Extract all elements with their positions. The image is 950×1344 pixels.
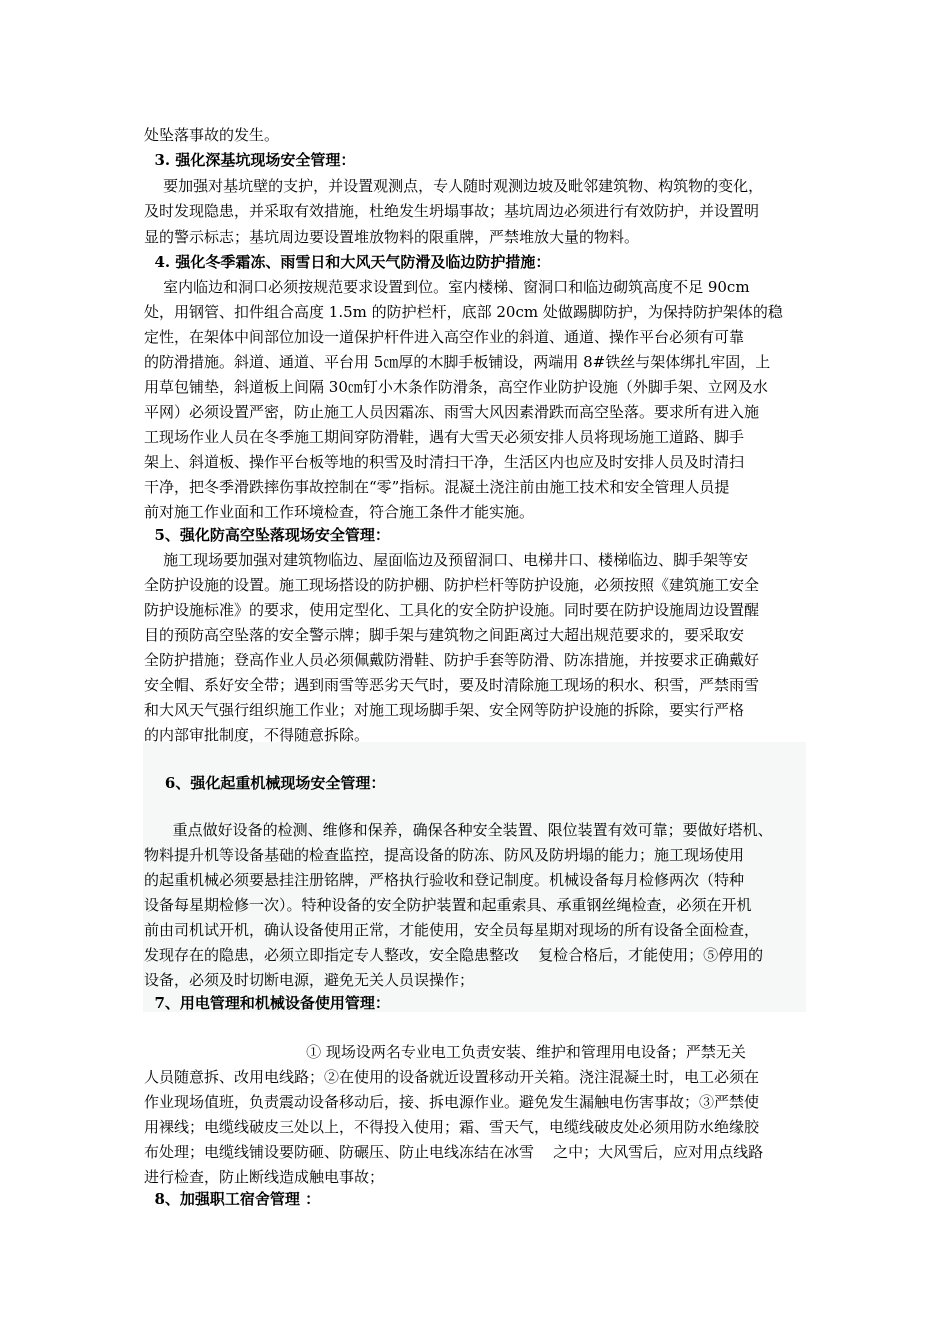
text-line: 及时发现隐患，并采取有效措施，杜绝发生坍塌事故；基坑周边必须进行有效防护，并设置明 — [144, 202, 760, 220]
text-line: 处坠落事故的发生。 — [144, 126, 280, 144]
text-line: 前由司机试开机，确认设备使用正常，才能使用，安全员每星期对现场的所有设备全面检查， — [144, 921, 760, 939]
text-line: 设备，必须及时切断电源，避免无关人员误操作； — [144, 971, 475, 989]
text-line: 干净，把冬季滑跌摔伤事故控制在“零”指标。混凝土浇注前由施工技术和安全管理人员提 — [144, 478, 730, 496]
text-line: 显的警示标志；基坑周边要设置堆放物料的限重牌，严禁堆放大量的物料。 — [144, 228, 640, 246]
text-line: 重点做好设备的检测、维修和保养，确保各种安全装置、限位装置有效可靠；要做好塔机、 — [144, 821, 773, 839]
text-line: 定性，在架体中间部位加设一道保护杆件进入高空作业的斜道、通道、操作平台必须有可靠 — [144, 328, 745, 346]
text-line: 设备每星期检修一次）。特种设备的安全防护装置和起重索具、承重钢丝绳检查，必须在开机 — [144, 896, 752, 914]
text-line: 的防滑措施。斜道、通道、平台用 5㎝厚的木脚手板铺设，两端用 8#铁丝与架体绑扎牢固，上 — [144, 353, 771, 371]
section-heading: 3. 强化深基坑现场安全管理： — [144, 151, 356, 169]
text-line: 架上、斜道板、操作平台板等地的积雪及时清扫干净，生活区内也应及时安排人员及时清扫 — [144, 453, 745, 471]
text-line: 全防护设施的设置。施工现场搭设的防护棚、防护栏杆等防护设施，必须按照《建筑施工安全 — [144, 576, 760, 594]
section-heading: 6、强化起重机械现场安全管理： — [144, 774, 386, 792]
text-line: 用草包铺垫，斜道板上间隔 30㎝钉小木条作防滑条，高空作业防护设施（外脚手架、立网及水 — [144, 378, 768, 396]
text-line: 的起重机械必须要悬挂注册铭牌，严格执行验收和登记制度。机械设备每月检修两次（特种 — [144, 871, 745, 889]
text-line: 目的预防高空坠落的安全警示牌；脚手架与建筑物之间距离过大超出规范要求的，要采取安 — [144, 626, 745, 644]
text-line: 防护设施标准》的要求，使用定型化、工具化的安全防护设施。同时要在防护设施周边设置醒 — [144, 601, 760, 619]
section-heading: 4. 强化冬季霜冻、雨雪日和大风天气防滑及临边防护措施： — [144, 253, 551, 271]
text-line: 工现场作业人员在冬季施工期间穿防滑鞋，遇有大雪天必须安排人员将现场施工道路、脚手 — [144, 428, 745, 446]
text-line: 室内临边和洞口必须按规范要求设置到位。室内楼梯、窗洞口和临边砌筑高度不足 90cm — [144, 278, 750, 296]
text-line: 处，用钢管、扣件组合高度 1.5m 的防护栏杆，底部 20cm 处做踢脚防护，为保持防护架体的稳 — [144, 303, 783, 321]
text-line: 全防护措施；登高作业人员必须佩戴防滑鞋、防护手套等防滑、防冻措施，并按要求正确戴好 — [144, 651, 760, 669]
text-line: 平网）必须设置严密，防止施工人员因霜冻、雨雪大风因素滑跌而高空坠落。要求所有进入施 — [144, 403, 760, 421]
text-line: ① 现场设两名专业电工负责安装、维护和管理用电设备；严禁无关 — [144, 1043, 746, 1061]
text-line: 进行检查，防止断线造成触电事故； — [144, 1168, 385, 1186]
text-line: 安全帽、系好安全带；遇到雨雪等恶劣天气时，要及时清除施工现场的积水、积雪，严禁雨雪 — [144, 676, 760, 694]
text-line: 发现存在的隐患，必须立即指定专人整改，安全隐患整改 复检合格后，才能使用；⑤停用的 — [144, 946, 764, 964]
text-line: 和大风天气强行组织施工作业；对施工现场脚手架、安全网等防护设施的拆除，要实行严格 — [144, 701, 745, 719]
text-line: 人员随意拆、改用电线路；②在使用的设备就近设置移动开关箱。浇注混凝土时，电工必须在 — [144, 1068, 760, 1086]
section-heading: 8、加强职工宿舍管理 ： — [144, 1190, 321, 1208]
text-line: 要加强对基坑壁的支护，并设置观测点，专人随时观测边坡及毗邻建筑物、构筑物的变化， — [144, 177, 764, 195]
text-line: 用裸线；电缆线破皮三处以上，不得投入使用；霜、雪天气，电缆线破皮处必须用防水绝缘胶 — [144, 1118, 760, 1136]
text-line: 前对施工作业面和工作环境检查，符合施工条件才能实施。 — [144, 503, 535, 521]
text-line: 布处理；电缆线铺设要防砸、防碾压、防止电线冻结在冰雪 之中；大风雪后，应对用点线路 — [144, 1143, 764, 1161]
text-line: 作业现场值班，负责震动设备移动后，接、拆电源作业。避免发生漏触电伤害事故；③严禁使 — [144, 1093, 760, 1111]
section-heading: 7、用电管理和机械设备使用管理： — [144, 994, 390, 1012]
text-line: 物料提升机等设备基础的检查监控，提高设备的防冻、防风及防坍塌的能力；施工现场使用 — [144, 846, 745, 864]
text-line: 的内部审批制度，不得随意拆除。 — [144, 726, 370, 744]
section-heading: 5、强化防高空坠落现场安全管理： — [144, 526, 390, 544]
text-line: 施工现场要加强对建筑物临边、屋面临边及预留洞口、电梯井口、楼梯临边、脚手架等安 — [144, 551, 749, 569]
